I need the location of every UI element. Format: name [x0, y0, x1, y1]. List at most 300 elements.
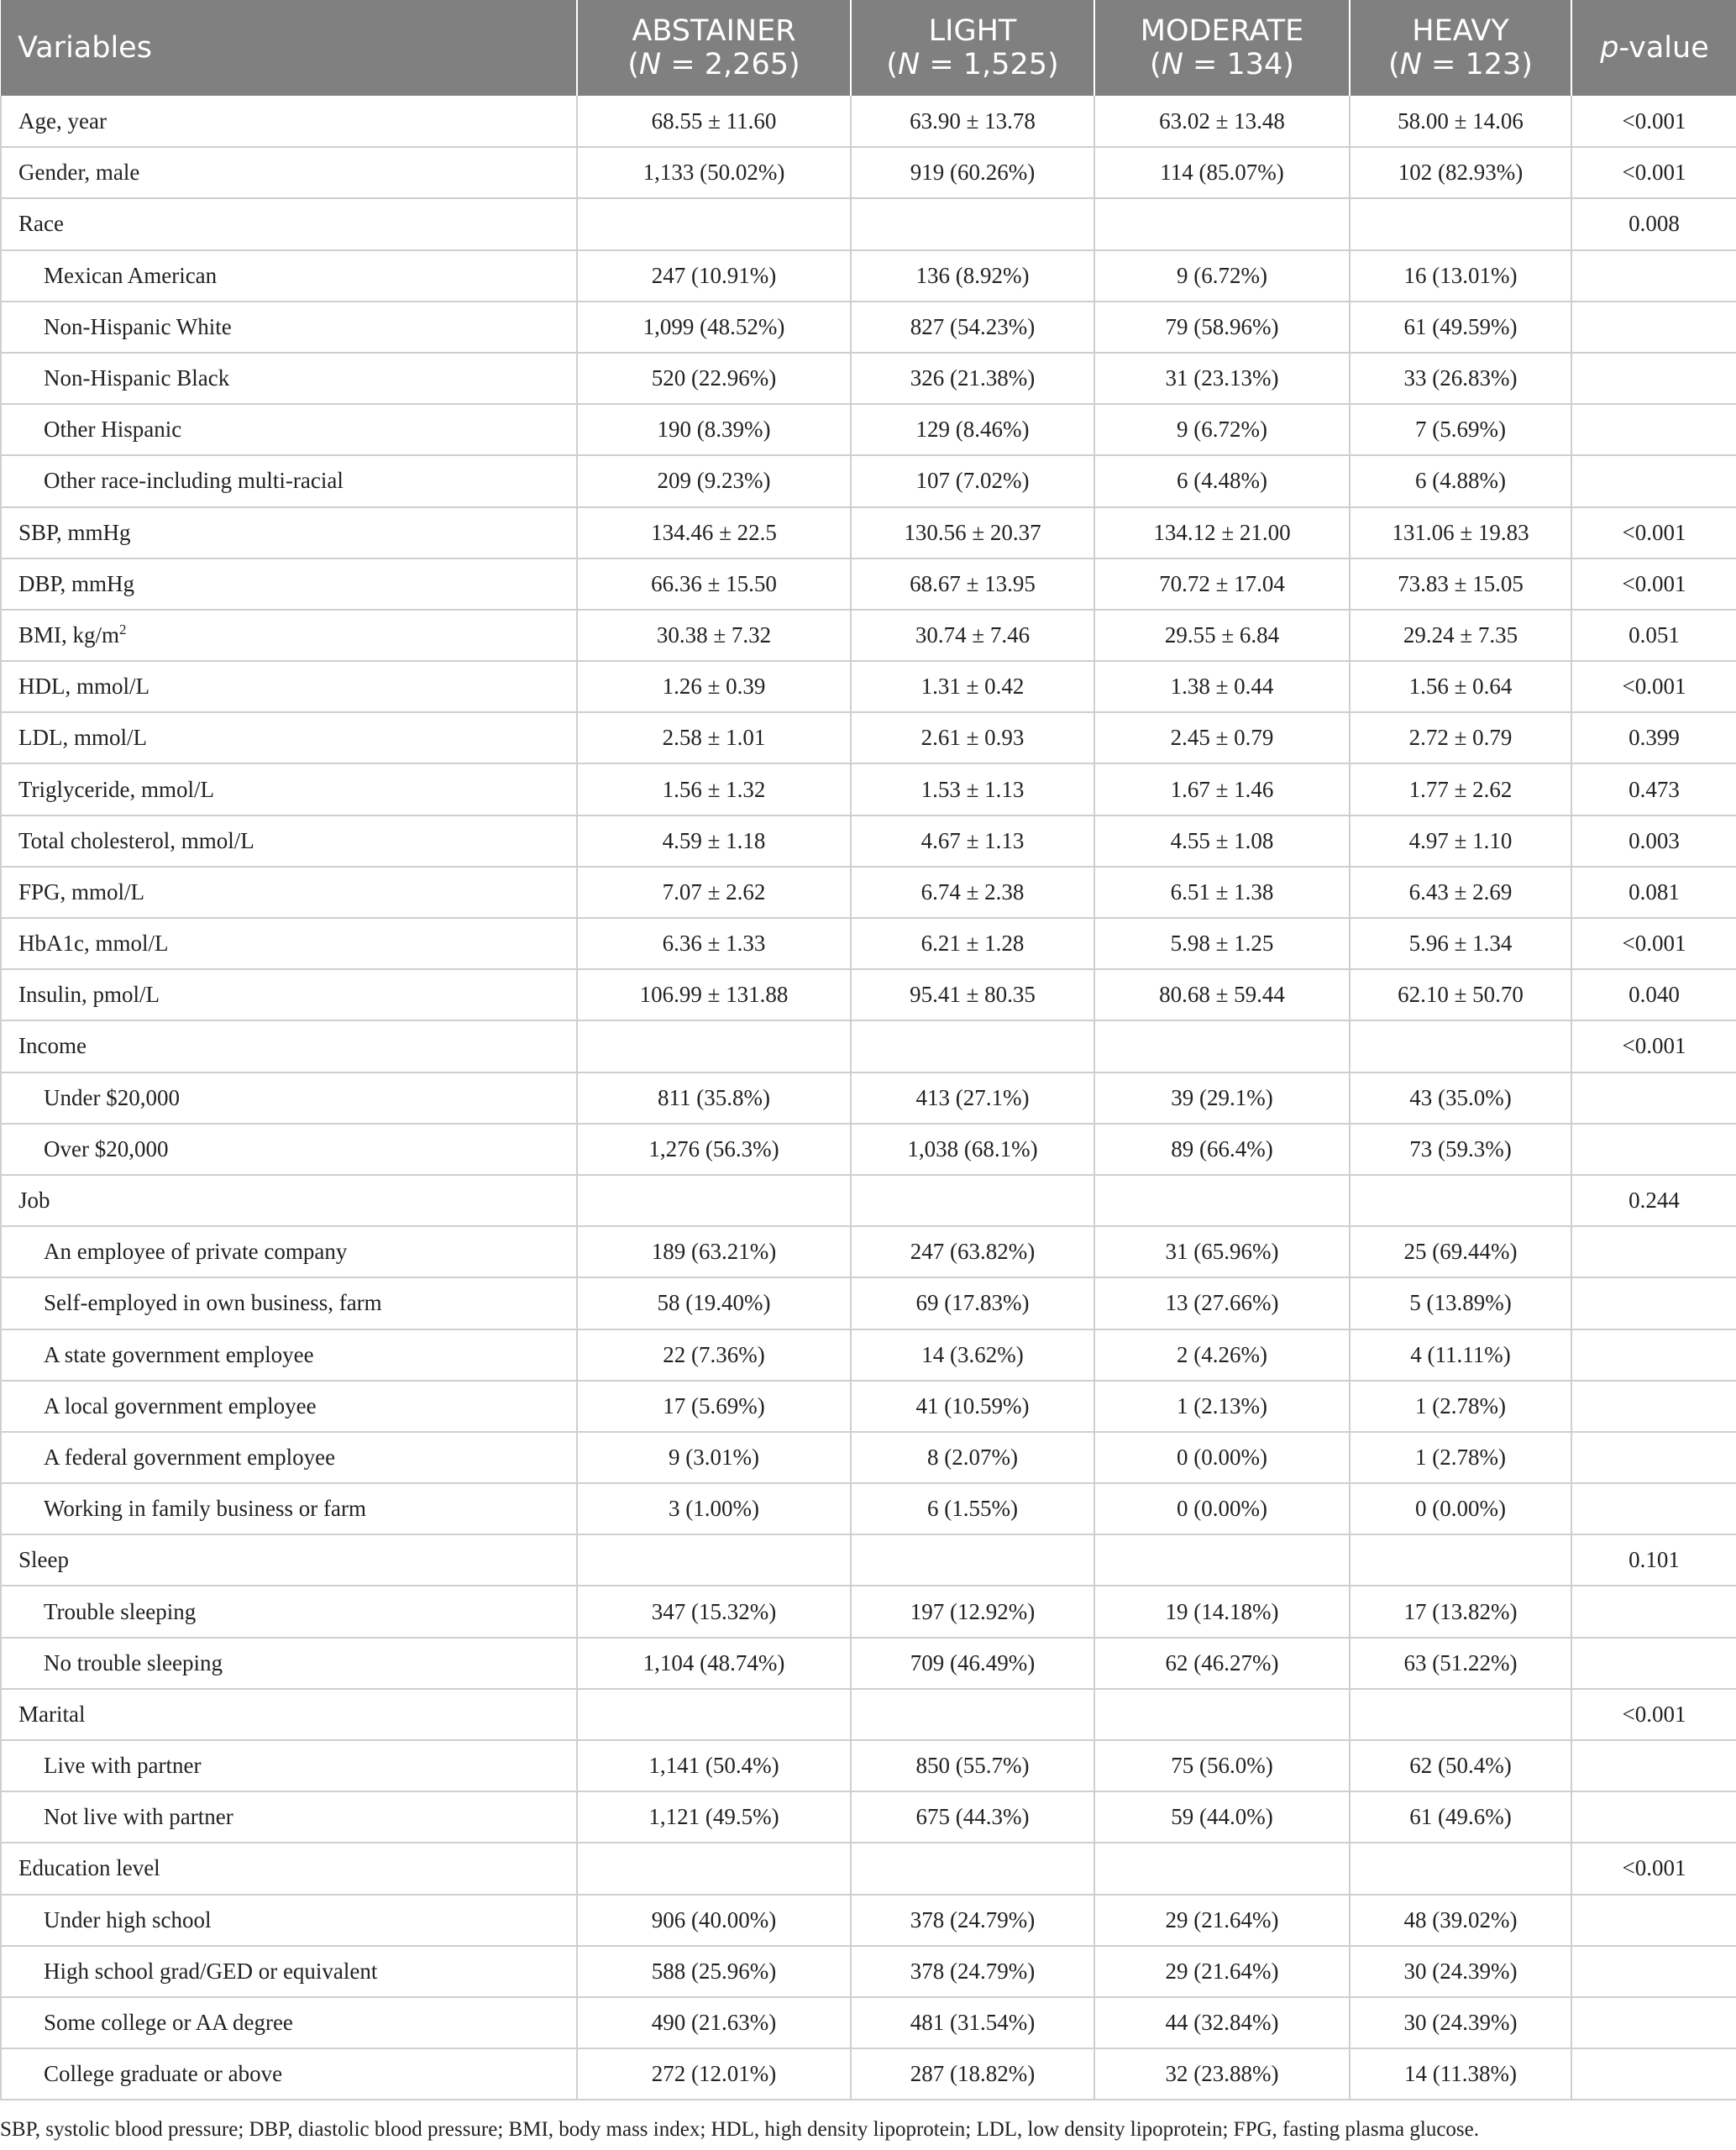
cell-light: 2.61 ± 0.93: [851, 712, 1094, 763]
table-row: [1, 1638, 1736, 1689]
cell-p-value: [1571, 1586, 1736, 1637]
cell-moderate: 19 (14.18%): [1094, 1586, 1350, 1637]
cell-light: 68.67 ± 13.95: [851, 558, 1094, 610]
cell-heavy: 1.77 ± 2.62: [1350, 763, 1571, 815]
cell-heavy: 1 (2.78%): [1350, 1381, 1571, 1432]
row-label-text: Other race-including multi-racial: [44, 468, 344, 494]
row-label-text: Not live with partner: [44, 1804, 233, 1830]
cell-moderate: [1094, 1689, 1350, 1740]
cell-light: [851, 1843, 1094, 1894]
cell-p-value: [1571, 1226, 1736, 1277]
table-body: [1, 96, 1736, 2100]
table-row: [1, 1586, 1736, 1637]
cell-p-value: 0.051: [1571, 610, 1736, 661]
cell-abstainer: 22 (7.36%): [577, 1329, 851, 1381]
cell-moderate: 32 (23.88%): [1094, 2048, 1350, 2100]
superscript: 2: [119, 621, 127, 637]
table-row: [1, 507, 1736, 558]
cell-light: 95.41 ± 80.35: [851, 969, 1094, 1020]
table-row: [1, 1020, 1736, 1072]
cell-moderate: 80.68 ± 59.44: [1094, 969, 1350, 1020]
row-label-text: Under $20,000: [44, 1084, 180, 1110]
cell-p-value: <0.001: [1571, 1843, 1736, 1894]
table-row: [1, 1124, 1736, 1175]
header-heavy: [1350, 0, 1571, 96]
cell-heavy: 58.00 ± 14.06: [1350, 96, 1571, 147]
header-group-name: ABSTAINER: [632, 14, 796, 48]
cell-p-value: <0.001: [1571, 1020, 1736, 1072]
row-sublabel: [1, 353, 577, 404]
table-footnote: SBP, systolic blood pressure; DBP, diastolic blood pressure; BMI, body mass index; HDL, high density lipoprotein; LDL, low density lipoprotein; FPG, fasting plasma glucose.: [0, 2118, 1480, 2141]
cell-heavy: [1350, 1534, 1571, 1586]
cell-p-value: <0.001: [1571, 558, 1736, 610]
cell-abstainer: 811 (35.8%): [577, 1072, 851, 1124]
cell-moderate: 0 (0.00%): [1094, 1432, 1350, 1483]
cell-light: 6.21 ± 1.28: [851, 918, 1094, 969]
cell-abstainer: 134.46 ± 22.5: [577, 507, 851, 558]
cell-heavy: 62.10 ± 50.70: [1350, 969, 1571, 1020]
row-sublabel: [1, 250, 577, 302]
cell-light: 413 (27.1%): [851, 1072, 1094, 1124]
cell-p-value: 0.473: [1571, 763, 1736, 815]
row-sublabel: [1, 1895, 577, 1946]
cell-abstainer: 520 (22.96%): [577, 353, 851, 404]
cell-light: 1.31 ± 0.42: [851, 661, 1094, 712]
cell-abstainer: 4.59 ± 1.18: [577, 815, 851, 867]
cell-light: 1.53 ± 1.13: [851, 763, 1094, 815]
cell-heavy: 2.72 ± 0.79: [1350, 712, 1571, 763]
cell-abstainer: 3 (1.00%): [577, 1483, 851, 1534]
cell-light: 827 (54.23%): [851, 302, 1094, 353]
header-light: [851, 0, 1094, 96]
cell-p-value: 0.003: [1571, 815, 1736, 867]
cell-light: 850 (55.7%): [851, 1740, 1094, 1791]
header-group-n: (N = 1,525): [886, 48, 1059, 81]
row-label-text: HDL, mmol/L: [18, 674, 149, 700]
cell-p-value: 0.008: [1571, 198, 1736, 249]
row-label: [1, 1020, 577, 1072]
cell-abstainer: 106.99 ± 131.88: [577, 969, 851, 1020]
cell-heavy: 0 (0.00%): [1350, 1483, 1571, 1534]
cell-p-value: [1571, 1329, 1736, 1381]
cell-moderate: 62 (46.27%): [1094, 1638, 1350, 1689]
table-row: [1, 867, 1736, 918]
table-row: [1, 1997, 1736, 2048]
row-label-text: Other Hispanic: [44, 417, 182, 443]
table-row: [1, 1329, 1736, 1381]
header-p-value: p-value: [1600, 31, 1709, 65]
table-row: [1, 558, 1736, 610]
cell-moderate: [1094, 1843, 1350, 1894]
row-label-text: A state government employee: [44, 1341, 314, 1367]
row-label: [1, 1689, 577, 1740]
cell-moderate: [1094, 1534, 1350, 1586]
cell-p-value: [1571, 1895, 1736, 1946]
row-label: [1, 712, 577, 763]
cell-heavy: 131.06 ± 19.83: [1350, 507, 1571, 558]
cell-abstainer: 58 (19.40%): [577, 1277, 851, 1329]
cell-heavy: [1350, 1689, 1571, 1740]
row-label: [1, 918, 577, 969]
row-sublabel: [1, 1483, 577, 1534]
row-label: [1, 610, 577, 661]
cell-heavy: 1 (2.78%): [1350, 1432, 1571, 1483]
header-row: [1, 0, 1736, 96]
table-row: [1, 1689, 1736, 1740]
cell-p-value: [1571, 2048, 1736, 2100]
row-label-text: Age, year: [18, 108, 107, 134]
table-row: [1, 1277, 1736, 1329]
cell-moderate: 79 (58.96%): [1094, 302, 1350, 353]
cell-abstainer: 490 (21.63%): [577, 1997, 851, 2048]
cell-moderate: 2 (4.26%): [1094, 1329, 1350, 1381]
table-row: [1, 712, 1736, 763]
cell-heavy: 61 (49.59%): [1350, 302, 1571, 353]
cell-light: 8 (2.07%): [851, 1432, 1094, 1483]
table-row: [1, 1843, 1736, 1894]
cell-heavy: 33 (26.83%): [1350, 353, 1571, 404]
header-group-n: (N = 2,265): [627, 48, 800, 81]
cell-moderate: 39 (29.1%): [1094, 1072, 1350, 1124]
cell-heavy: 62 (50.4%): [1350, 1740, 1571, 1791]
cell-heavy: 16 (13.01%): [1350, 250, 1571, 302]
cell-p-value: [1571, 250, 1736, 302]
cell-p-value: [1571, 455, 1736, 506]
cell-heavy: 5 (13.89%): [1350, 1277, 1571, 1329]
cell-moderate: 75 (56.0%): [1094, 1740, 1350, 1791]
cell-abstainer: [577, 198, 851, 249]
cell-heavy: [1350, 1020, 1571, 1072]
row-label-text: College graduate or above: [44, 2061, 283, 2087]
cell-p-value: 0.244: [1571, 1175, 1736, 1226]
cell-light: 14 (3.62%): [851, 1329, 1094, 1381]
cell-heavy: 102 (82.93%): [1350, 147, 1571, 198]
row-sublabel: [1, 1638, 577, 1689]
row-label-text: Live with partner: [44, 1753, 202, 1779]
header-group-name: HEAVY: [1412, 14, 1509, 48]
cell-moderate: 1.38 ± 0.44: [1094, 661, 1350, 712]
table-row: [1, 1381, 1736, 1432]
cell-abstainer: 7.07 ± 2.62: [577, 867, 851, 918]
cell-moderate: 9 (6.72%): [1094, 250, 1350, 302]
cell-moderate: 29 (21.64%): [1094, 1895, 1350, 1946]
table-row: [1, 1946, 1736, 1997]
cell-p-value: [1571, 1381, 1736, 1432]
table-row: [1, 1791, 1736, 1843]
row-sublabel: [1, 455, 577, 506]
cell-abstainer: 588 (25.96%): [577, 1946, 851, 1997]
cell-p-value: [1571, 1483, 1736, 1534]
cell-p-value: <0.001: [1571, 918, 1736, 969]
row-label-text: Non-Hispanic Black: [44, 365, 230, 391]
cell-abstainer: [577, 1175, 851, 1226]
cell-p-value: [1571, 1791, 1736, 1843]
row-label-text: Under high school: [44, 1906, 212, 1932]
cell-heavy: [1350, 1175, 1571, 1226]
cell-p-value: 0.399: [1571, 712, 1736, 763]
table-row: [1, 2048, 1736, 2100]
cell-light: 378 (24.79%): [851, 1895, 1094, 1946]
row-label: [1, 763, 577, 815]
cell-moderate: [1094, 1175, 1350, 1226]
cell-abstainer: 209 (9.23%): [577, 455, 851, 506]
cell-p-value: [1571, 1277, 1736, 1329]
row-sublabel: [1, 1946, 577, 1997]
cell-light: 197 (12.92%): [851, 1586, 1094, 1637]
cell-light: 919 (60.26%): [851, 147, 1094, 198]
header-group-name: LIGHT: [928, 14, 1017, 48]
cell-heavy: 4.97 ± 1.10: [1350, 815, 1571, 867]
table-row: [1, 815, 1736, 867]
cell-heavy: 7 (5.69%): [1350, 404, 1571, 455]
cell-light: 41 (10.59%): [851, 1381, 1094, 1432]
row-label-text: A local government employee: [44, 1392, 317, 1418]
cell-abstainer: 272 (12.01%): [577, 2048, 851, 2100]
row-label-text: Income: [18, 1033, 87, 1059]
row-label-text: Total cholesterol, mmol/L: [18, 827, 254, 853]
row-sublabel: [1, 1791, 577, 1843]
table-row: [1, 1534, 1736, 1586]
row-label: [1, 867, 577, 918]
cell-abstainer: 1,133 (50.02%): [577, 147, 851, 198]
cell-heavy: 25 (69.44%): [1350, 1226, 1571, 1277]
cell-moderate: 2.45 ± 0.79: [1094, 712, 1350, 763]
cell-abstainer: 6.36 ± 1.33: [577, 918, 851, 969]
cell-p-value: [1571, 1997, 1736, 2048]
cell-abstainer: 66.36 ± 15.50: [577, 558, 851, 610]
cell-abstainer: 1,099 (48.52%): [577, 302, 851, 353]
row-label: [1, 815, 577, 867]
cell-abstainer: 247 (10.91%): [577, 250, 851, 302]
cell-light: 675 (44.3%): [851, 1791, 1094, 1843]
row-label: [1, 1843, 577, 1894]
row-label-text: Sleep: [18, 1547, 69, 1573]
cell-abstainer: 1,121 (49.5%): [577, 1791, 851, 1843]
cell-heavy: 61 (49.6%): [1350, 1791, 1571, 1843]
cell-heavy: 43 (35.0%): [1350, 1072, 1571, 1124]
cell-moderate: 6.51 ± 1.38: [1094, 867, 1350, 918]
table-row: [1, 1226, 1736, 1277]
row-label-text: DBP, mmHg: [18, 570, 135, 596]
row-sublabel: [1, 404, 577, 455]
row-sublabel: [1, 1072, 577, 1124]
table-row: [1, 1175, 1736, 1226]
row-label-text: Triglyceride, mmol/L: [18, 776, 214, 802]
cell-moderate: 1.67 ± 1.46: [1094, 763, 1350, 815]
row-label: [1, 558, 577, 610]
row-label: [1, 96, 577, 147]
table-row: [1, 404, 1736, 455]
row-label: [1, 1534, 577, 1586]
table-row: [1, 353, 1736, 404]
cell-light: 107 (7.02%): [851, 455, 1094, 506]
cell-light: 6.74 ± 2.38: [851, 867, 1094, 918]
row-label-text: SBP, mmHg: [18, 519, 131, 545]
cell-abstainer: 30.38 ± 7.32: [577, 610, 851, 661]
row-label-text: Gender, male: [18, 160, 140, 186]
cell-moderate: 1 (2.13%): [1094, 1381, 1350, 1432]
row-label-text: Non-Hispanic White: [44, 313, 232, 339]
row-label-text: Education level: [18, 1855, 160, 1881]
row-label-text: HbA1c, mmol/L: [18, 931, 169, 957]
header-group-n: (N = 134): [1150, 48, 1294, 81]
cell-heavy: 30 (24.39%): [1350, 1997, 1571, 2048]
row-sublabel: [1, 1226, 577, 1277]
cell-p-value: [1571, 1432, 1736, 1483]
cell-moderate: [1094, 198, 1350, 249]
cell-p-value: <0.001: [1571, 1689, 1736, 1740]
cell-abstainer: 1.26 ± 0.39: [577, 661, 851, 712]
cell-p-value: [1571, 1638, 1736, 1689]
cell-heavy: 6.43 ± 2.69: [1350, 867, 1571, 918]
cell-light: 136 (8.92%): [851, 250, 1094, 302]
cell-abstainer: [577, 1843, 851, 1894]
cell-light: [851, 1020, 1094, 1072]
cell-heavy: 5.96 ± 1.34: [1350, 918, 1571, 969]
table-row: [1, 969, 1736, 1020]
row-sublabel: [1, 1329, 577, 1381]
table-row: [1, 250, 1736, 302]
table-row: [1, 661, 1736, 712]
cell-heavy: 17 (13.82%): [1350, 1586, 1571, 1637]
cell-moderate: 59 (44.0%): [1094, 1791, 1350, 1843]
cell-abstainer: 189 (63.21%): [577, 1226, 851, 1277]
row-label: [1, 661, 577, 712]
cell-moderate: 29.55 ± 6.84: [1094, 610, 1350, 661]
row-label-text: High school grad/GED or equivalent: [44, 1958, 378, 1984]
cell-moderate: 13 (27.66%): [1094, 1277, 1350, 1329]
cell-abstainer: [577, 1534, 851, 1586]
cell-light: 1,038 (68.1%): [851, 1124, 1094, 1175]
cell-moderate: [1094, 1020, 1350, 1072]
row-sublabel: [1, 1124, 577, 1175]
cell-heavy: 73.83 ± 15.05: [1350, 558, 1571, 610]
row-label-text: Working in family business or farm: [44, 1496, 367, 1522]
row-sublabel: [1, 1277, 577, 1329]
table-row: [1, 96, 1736, 147]
cell-light: [851, 1534, 1094, 1586]
row-label: [1, 969, 577, 1020]
table-row: [1, 1740, 1736, 1791]
cell-abstainer: 190 (8.39%): [577, 404, 851, 455]
table-row: [1, 1072, 1736, 1124]
cell-abstainer: 347 (15.32%): [577, 1586, 851, 1637]
cell-p-value: [1571, 353, 1736, 404]
cell-heavy: [1350, 198, 1571, 249]
cell-light: [851, 1175, 1094, 1226]
cell-heavy: 14 (11.38%): [1350, 2048, 1571, 2100]
table-row: [1, 1895, 1736, 1946]
table-row: [1, 918, 1736, 969]
cell-abstainer: [577, 1020, 851, 1072]
header-moderate: [1094, 0, 1350, 96]
cell-abstainer: 1.56 ± 1.32: [577, 763, 851, 815]
cell-light: 4.67 ± 1.13: [851, 815, 1094, 867]
cell-light: 129 (8.46%): [851, 404, 1094, 455]
cell-abstainer: 9 (3.01%): [577, 1432, 851, 1483]
row-label-text: LDL, mmol/L: [18, 725, 147, 751]
cell-p-value: 0.040: [1571, 969, 1736, 1020]
row-label-text: Job: [18, 1188, 50, 1214]
header-variables: Variables: [1, 0, 577, 96]
cell-light: 287 (18.82%): [851, 2048, 1094, 2100]
table-row: [1, 455, 1736, 506]
row-label: [1, 147, 577, 198]
cell-heavy: 4 (11.11%): [1350, 1329, 1571, 1381]
table-row: [1, 1483, 1736, 1534]
cell-moderate: 0 (0.00%): [1094, 1483, 1350, 1534]
row-label: [1, 198, 577, 249]
cell-light: 481 (31.54%): [851, 1997, 1094, 2048]
row-label-text: Insulin, pmol/L: [18, 982, 160, 1008]
cell-heavy: 1.56 ± 0.64: [1350, 661, 1571, 712]
cell-moderate: 9 (6.72%): [1094, 404, 1350, 455]
row-sublabel: [1, 2048, 577, 2100]
cell-moderate: 70.72 ± 17.04: [1094, 558, 1350, 610]
row-sublabel: [1, 302, 577, 353]
row-label-text: No trouble sleeping: [44, 1649, 223, 1675]
row-label-text: Marital: [18, 1701, 86, 1727]
table-row: [1, 198, 1736, 249]
row-sublabel: [1, 1586, 577, 1637]
cell-moderate: 4.55 ± 1.08: [1094, 815, 1350, 867]
header-group-n: (N = 123): [1388, 48, 1533, 81]
row-label-text: Trouble sleeping: [44, 1598, 197, 1624]
cell-heavy: 6 (4.88%): [1350, 455, 1571, 506]
cell-p-value: <0.001: [1571, 661, 1736, 712]
table-row: [1, 763, 1736, 815]
cell-p-value: <0.001: [1571, 96, 1736, 147]
row-label: [1, 507, 577, 558]
cell-abstainer: 1,276 (56.3%): [577, 1124, 851, 1175]
cell-heavy: [1350, 1843, 1571, 1894]
cell-abstainer: 1,104 (48.74%): [577, 1638, 851, 1689]
cell-moderate: 89 (66.4%): [1094, 1124, 1350, 1175]
cell-light: 69 (17.83%): [851, 1277, 1094, 1329]
cell-abstainer: 68.55 ± 11.60: [577, 96, 851, 147]
row-label-text: An employee of private company: [44, 1239, 348, 1265]
header-group-name: MODERATE: [1140, 14, 1304, 48]
row-sublabel: [1, 1432, 577, 1483]
cell-light: 326 (21.38%): [851, 353, 1094, 404]
table-row: [1, 610, 1736, 661]
cell-light: 63.90 ± 13.78: [851, 96, 1094, 147]
cell-p-value: [1571, 404, 1736, 455]
row-label-text: Some college or AA degree: [44, 2010, 293, 2036]
table-row: [1, 1432, 1736, 1483]
cell-light: [851, 198, 1094, 249]
cell-p-value: [1571, 1124, 1736, 1175]
cell-heavy: 48 (39.02%): [1350, 1895, 1571, 1946]
cell-moderate: 31 (65.96%): [1094, 1226, 1350, 1277]
cell-light: 709 (46.49%): [851, 1638, 1094, 1689]
cell-light: 30.74 ± 7.46: [851, 610, 1094, 661]
row-label-text: Mexican American: [44, 262, 218, 288]
row-label-text: A federal government employee: [44, 1444, 336, 1470]
cell-p-value: [1571, 1740, 1736, 1791]
cell-p-value: <0.001: [1571, 507, 1736, 558]
cell-light: 130.56 ± 20.37: [851, 507, 1094, 558]
cell-moderate: 6 (4.48%): [1094, 455, 1350, 506]
row-label-text: FPG, mmol/L: [18, 878, 145, 905]
header-abstainer: [577, 0, 851, 96]
cell-abstainer: 17 (5.69%): [577, 1381, 851, 1432]
cell-p-value: 0.101: [1571, 1534, 1736, 1586]
cell-moderate: 63.02 ± 13.48: [1094, 96, 1350, 147]
row-label-text: Self-employed in own business, farm: [44, 1290, 382, 1316]
cell-moderate: 44 (32.84%): [1094, 1997, 1350, 2048]
row-sublabel: [1, 1740, 577, 1791]
